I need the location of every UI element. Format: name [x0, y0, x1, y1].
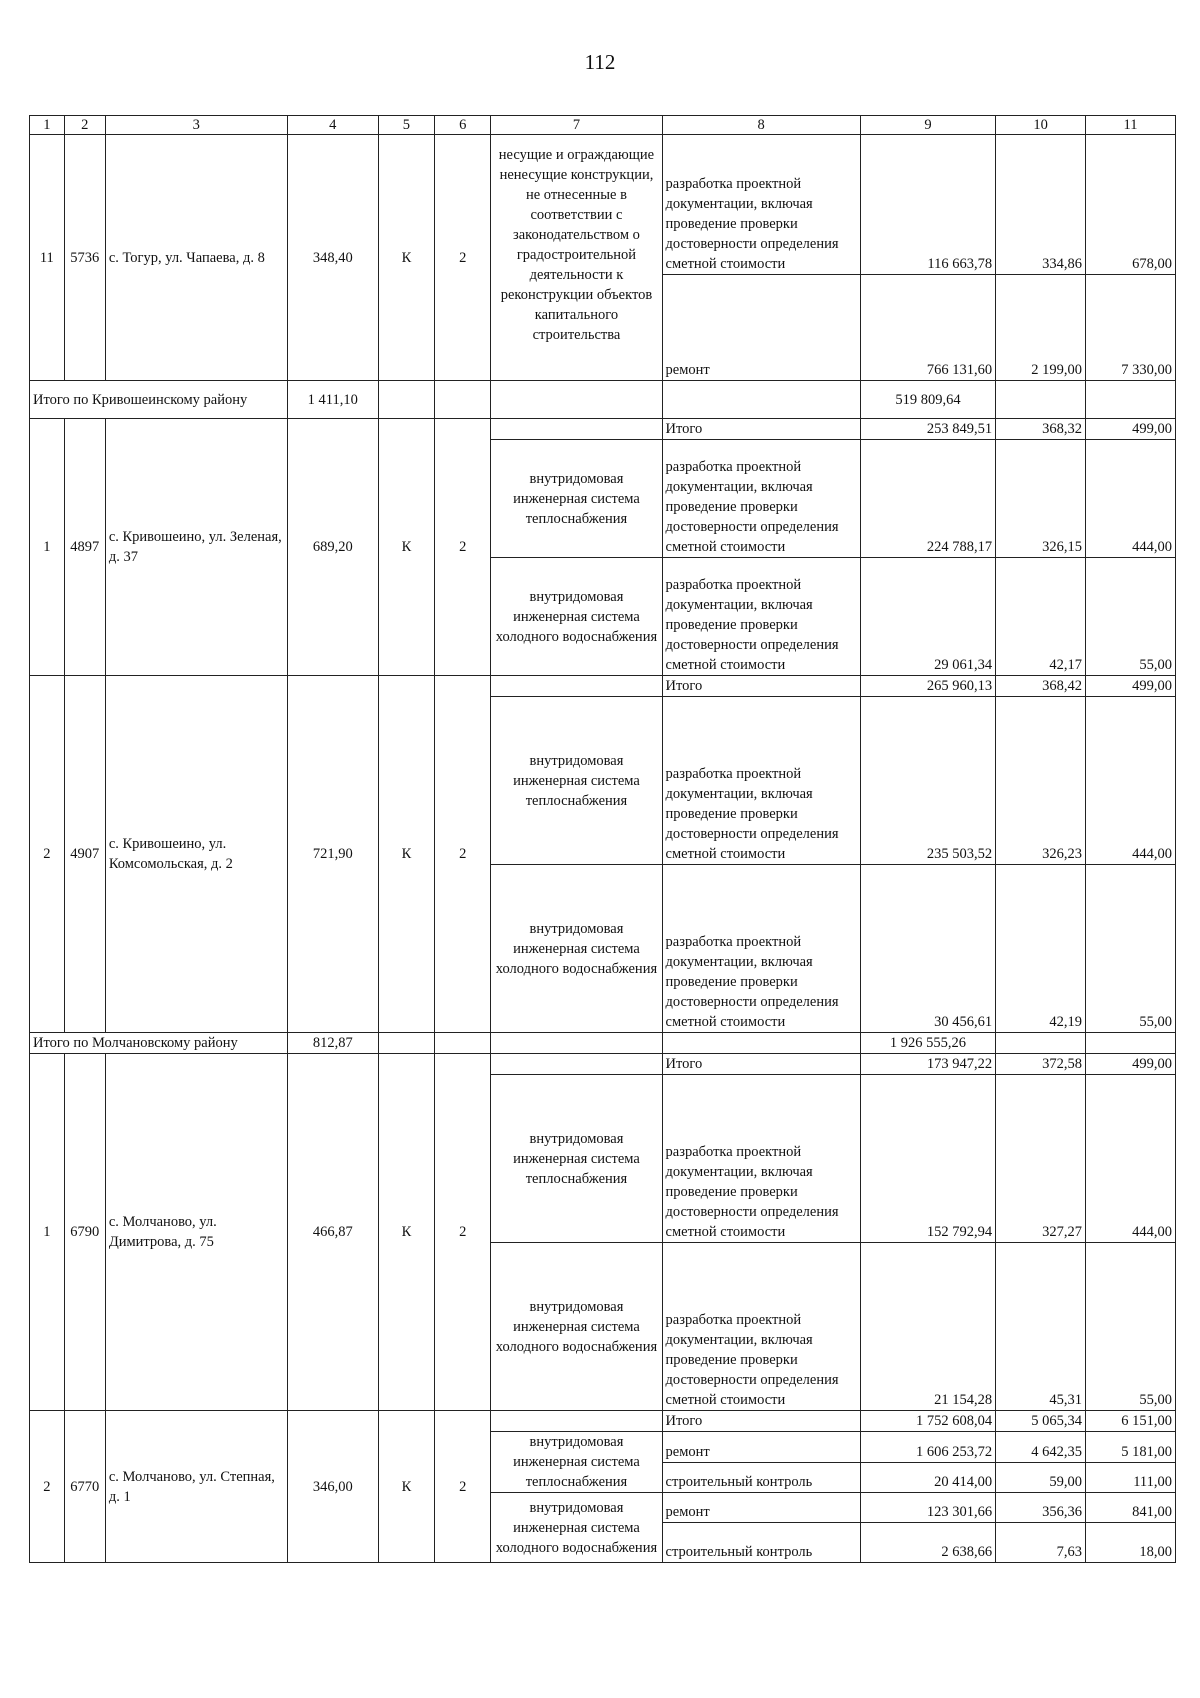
cost-per-sqm: 42,17: [996, 558, 1086, 676]
subtotal-area: 1 411,10: [287, 381, 378, 419]
system-name: внутридомовая инженерная система холодного водоснабжения: [491, 1243, 662, 1411]
house-code: 5736: [64, 135, 105, 381]
work-type: строительный контроль: [662, 1523, 860, 1563]
house-code: 6770: [64, 1411, 105, 1563]
column-header: 8: [662, 116, 860, 135]
cost-per-sqm: 7,63: [996, 1523, 1086, 1563]
max-cost-per-sqm: 7 330,00: [1086, 275, 1176, 381]
cost: 21 154,28: [860, 1243, 995, 1411]
max-cost-per-sqm: 444,00: [1086, 440, 1176, 558]
total-cost: 265 960,13: [860, 676, 995, 697]
max-cost-per-sqm: 55,00: [1086, 865, 1176, 1033]
district-subtotal-row: [30, 1033, 1176, 1054]
cost-per-sqm: 327,27: [996, 1075, 1086, 1243]
area: 689,20: [287, 419, 378, 676]
stage: 2: [435, 1411, 491, 1563]
system-name: внутридомовая инженерная система холодного водоснабжения: [491, 1493, 662, 1563]
system-name: внутридомовая инженерная система теплоснабжения: [491, 697, 662, 865]
stage: 2: [435, 676, 491, 1033]
subtotal-area: 812,87: [287, 1033, 378, 1054]
column-header: 10: [996, 116, 1086, 135]
work-type: ремонт: [662, 275, 860, 381]
total-max-cost: 499,00: [1086, 676, 1176, 697]
column-header: 5: [378, 116, 434, 135]
max-cost-per-sqm: 55,00: [1086, 1243, 1176, 1411]
house-type: К: [378, 1411, 434, 1563]
itogo-label: Итого: [662, 1411, 860, 1432]
cost: 29 061,34: [860, 558, 995, 676]
house-code: 6790: [64, 1054, 105, 1411]
house-type: К: [378, 419, 434, 676]
total-cost: 1 752 608,04: [860, 1411, 995, 1432]
work-type: разработка проектной документации, включая проведение проверки достоверности определения сметной стоимости: [662, 135, 860, 275]
table-row: [30, 676, 1176, 697]
system-name: внутридомовая инженерная система холодного водоснабжения: [491, 865, 662, 1033]
total-cost: 173 947,22: [860, 1054, 995, 1075]
address: с. Молчаново, ул. Степная, д. 1: [105, 1411, 287, 1563]
total-max-cost: 499,00: [1086, 419, 1176, 440]
total-cost-per-sqm: 368,42: [996, 676, 1086, 697]
column-header: 9: [860, 116, 995, 135]
max-cost-per-sqm: 55,00: [1086, 558, 1176, 676]
itogo-label: Итого: [662, 1054, 860, 1075]
total-max-cost: 499,00: [1086, 1054, 1176, 1075]
cost-per-sqm: 2 199,00: [996, 275, 1086, 381]
total-cost-per-sqm: 368,32: [996, 419, 1086, 440]
max-cost-per-sqm: 841,00: [1086, 1493, 1176, 1523]
subtotal-label: Итого по Кривошеинскому району: [30, 381, 288, 419]
itogo-label: Итого: [662, 419, 860, 440]
cost: 20 414,00: [860, 1462, 995, 1493]
house-type: К: [378, 676, 434, 1033]
address: с. Кривошеино, ул. Зеленая, д. 37: [105, 419, 287, 676]
cost: 224 788,17: [860, 440, 995, 558]
max-cost-per-sqm: 444,00: [1086, 1075, 1176, 1243]
cost-per-sqm: 326,23: [996, 697, 1086, 865]
work-type: разработка проектной документации, включая проведение проверки достоверности определения сметной стоимости: [662, 558, 860, 676]
house-code: 4897: [64, 419, 105, 676]
row-number: 1: [30, 1054, 65, 1411]
address: с. Тогур, ул. Чапаева, д. 8: [105, 135, 287, 381]
max-cost-per-sqm: 678,00: [1086, 135, 1176, 275]
cost-per-sqm: 356,36: [996, 1493, 1086, 1523]
system-name: внутридомовая инженерная система теплоснабжения: [491, 1075, 662, 1243]
column-header: 11: [1086, 116, 1176, 135]
total-cost: 253 849,51: [860, 419, 995, 440]
area: 466,87: [287, 1054, 378, 1411]
cost: 2 638,66: [860, 1523, 995, 1563]
system-name: внутридомовая инженерная система теплоснабжения: [491, 440, 662, 558]
max-cost-per-sqm: 111,00: [1086, 1462, 1176, 1493]
table-row: [30, 1411, 1176, 1432]
max-cost-per-sqm: 444,00: [1086, 697, 1176, 865]
row-number: 2: [30, 1411, 65, 1563]
work-type: разработка проектной документации, включая проведение проверки достоверности определения сметной стоимости: [662, 697, 860, 865]
work-type: строительный контроль: [662, 1462, 860, 1493]
cost-per-sqm: 326,15: [996, 440, 1086, 558]
house-type: К: [378, 135, 434, 381]
table-row: [30, 419, 1176, 440]
subtotal-sum: 1 926 555,26: [860, 1033, 995, 1054]
cost: 30 456,61: [860, 865, 995, 1033]
cost-per-sqm: 334,86: [996, 135, 1086, 275]
cost: 235 503,52: [860, 697, 995, 865]
system-name: внутридомовая инженерная система теплоснабжения: [491, 1432, 662, 1493]
table-row: [30, 135, 1176, 275]
work-type: ремонт: [662, 1493, 860, 1523]
cost-per-sqm: 4 642,35: [996, 1432, 1086, 1463]
row-number: 1: [30, 419, 65, 676]
total-max-cost: 6 151,00: [1086, 1411, 1176, 1432]
cost-per-sqm: 45,31: [996, 1243, 1086, 1411]
column-header: 3: [105, 116, 287, 135]
capital-repair-table: [29, 115, 1176, 1563]
district-subtotal-row: [30, 381, 1176, 419]
column-header: 2: [64, 116, 105, 135]
table-row: [30, 1054, 1176, 1075]
total-cost-per-sqm: 372,58: [996, 1054, 1086, 1075]
area: 721,90: [287, 676, 378, 1033]
cost: 123 301,66: [860, 1493, 995, 1523]
house-code: 4907: [64, 676, 105, 1033]
max-cost-per-sqm: 5 181,00: [1086, 1432, 1176, 1463]
max-cost-per-sqm: 18,00: [1086, 1523, 1176, 1563]
cost-per-sqm: 42,19: [996, 865, 1086, 1033]
cost: 766 131,60: [860, 275, 995, 381]
total-cost-per-sqm: 5 065,34: [996, 1411, 1086, 1432]
column-number-row: [30, 116, 1176, 135]
area: 346,00: [287, 1411, 378, 1563]
system-name: внутридомовая инженерная система холодного водоснабжения: [491, 558, 662, 676]
cost: 116 663,78: [860, 135, 995, 275]
stage: 2: [435, 419, 491, 676]
row-number: 11: [30, 135, 65, 381]
address: с. Молчаново, ул. Димитрова, д. 75: [105, 1054, 287, 1411]
work-type: разработка проектной документации, включая проведение проверки достоверности определения сметной стоимости: [662, 1075, 860, 1243]
area: 348,40: [287, 135, 378, 381]
cost: 1 606 253,72: [860, 1432, 995, 1463]
cost: 152 792,94: [860, 1075, 995, 1243]
cost-per-sqm: 59,00: [996, 1462, 1086, 1493]
page-number: 112: [584, 50, 616, 74]
work-type: разработка проектной документации, включая проведение проверки достоверности определения сметной стоимости: [662, 1243, 860, 1411]
system-name: несущие и ограждающие ненесущие конструкции, не отнесенные в соответствии с законодательством о градостроительной деятельности к реконструкции объектов капитального строительства: [491, 135, 662, 381]
work-type: ремонт: [662, 1432, 860, 1463]
subtotal-sum: 519 809,64: [860, 381, 995, 419]
stage: 2: [435, 135, 491, 381]
work-type: разработка проектной документации, включая проведение проверки достоверности определения сметной стоимости: [662, 865, 860, 1033]
column-header: 1: [30, 116, 65, 135]
subtotal-label: Итого по Молчановскому району: [30, 1033, 288, 1054]
itogo-label: Итого: [662, 676, 860, 697]
work-type: разработка проектной документации, включая проведение проверки достоверности определения сметной стоимости: [662, 440, 860, 558]
column-header: 7: [491, 116, 662, 135]
row-number: 2: [30, 676, 65, 1033]
stage: 2: [435, 1054, 491, 1411]
house-type: К: [378, 1054, 434, 1411]
column-header: 4: [287, 116, 378, 135]
address: с. Кривошеино, ул. Комсомольская, д. 2: [105, 676, 287, 1033]
column-header: 6: [435, 116, 491, 135]
